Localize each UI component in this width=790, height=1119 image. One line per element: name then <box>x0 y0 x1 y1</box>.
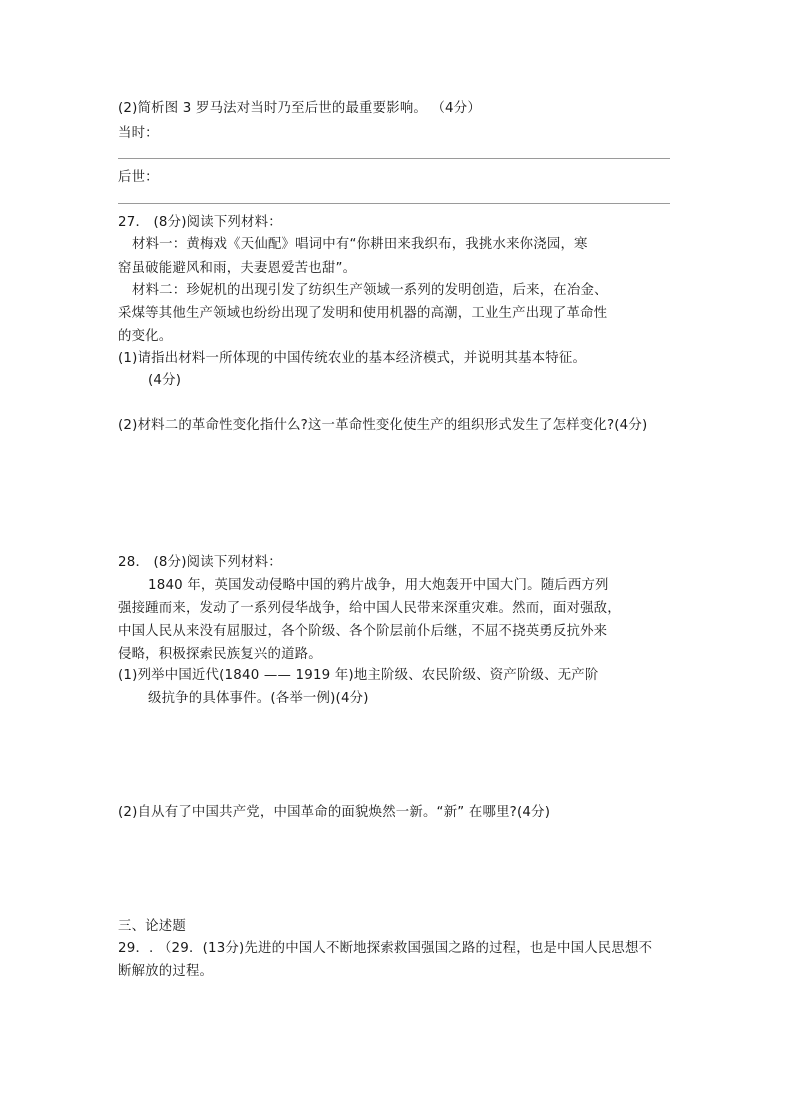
q28-para-line2: 强接踵而来，发动了一系列侵华战争，给中国人民带来深重灾难。然而，面对强敌， <box>118 601 621 616</box>
q27-material2-line2: 采煤等其他生产领域也纷纷出现了发明和使用机器的高潮，工业生产出现了革命性 <box>118 306 608 321</box>
answer-line-later <box>118 203 670 204</box>
q27-material1-line1: 材料一：黄梅戏《天仙配》唱词中有“你耕田来我织布，我挑水来你浇园，寒 <box>132 237 588 252</box>
q28-heading: 28． (8分)阅读下列材料： <box>118 555 282 570</box>
q27-sub1-line1: (1)请指出材料一所体现的中国传统农业的基本经济模式，并说明其基本特征。 <box>118 351 587 366</box>
q28-para-line1: 1840 年，英国发动侵略中国的鸦片战争，用大炮轰开中国大门。随后西方列 <box>148 578 609 593</box>
q27-material2-line3: 的变化。 <box>118 329 173 344</box>
q26-part2-question: (2)简析图 3 罗马法对当时乃至后世的最重要影响。 （4分） <box>118 101 481 116</box>
q28-para-line3: 中国人民从来没有屈服过，各个阶级、各个阶层前仆后继，不屈不挠英勇反抗外来 <box>118 624 608 639</box>
answer-label-then: 当时： <box>118 126 159 141</box>
q28-para-line4: 侵略，积极探索民族复兴的道路。 <box>118 647 322 662</box>
q27-material2-line1: 材料二：珍妮机的出现引发了纺织生产领域一系列的发明创造，后来，在冶金、 <box>132 283 608 298</box>
q29-line2: 断解放的过程。 <box>118 964 214 979</box>
answer-label-later: 后世： <box>118 170 159 185</box>
q28-sub1-line2: 级抗争的具体事件。(各举一例)(4分) <box>148 691 369 706</box>
q28-sub1-line1: (1)列举中国近代(1840 —— 1919 年)地主阶级、农民阶级、资产阶级、无产阶 <box>118 668 599 683</box>
q27-material1-line2: 窑虽破能避风和雨，夫妻恩爱苦也甜”。 <box>118 261 357 276</box>
q29-line1: 29．. （29．(13分)先进的中国人不断地探索救国强国之路的过程，也是中国人民思想不 <box>118 941 653 956</box>
section3-title: 三、论述题 <box>118 919 186 934</box>
answer-line-then <box>118 158 670 159</box>
q27-sub2: (2)材料二的革命性变化指什么?这一革命性变化使生产的组织形式发生了怎样变化?(4分) <box>118 418 648 433</box>
q27-sub1-line2: (4分) <box>148 373 182 388</box>
q27-heading: 27． (8分)阅读下列材料： <box>118 215 282 230</box>
q28-sub2: (2)自从有了中国共产党，中国革命的面貌焕然一新。“新” 在哪里?(4分) <box>118 805 551 820</box>
